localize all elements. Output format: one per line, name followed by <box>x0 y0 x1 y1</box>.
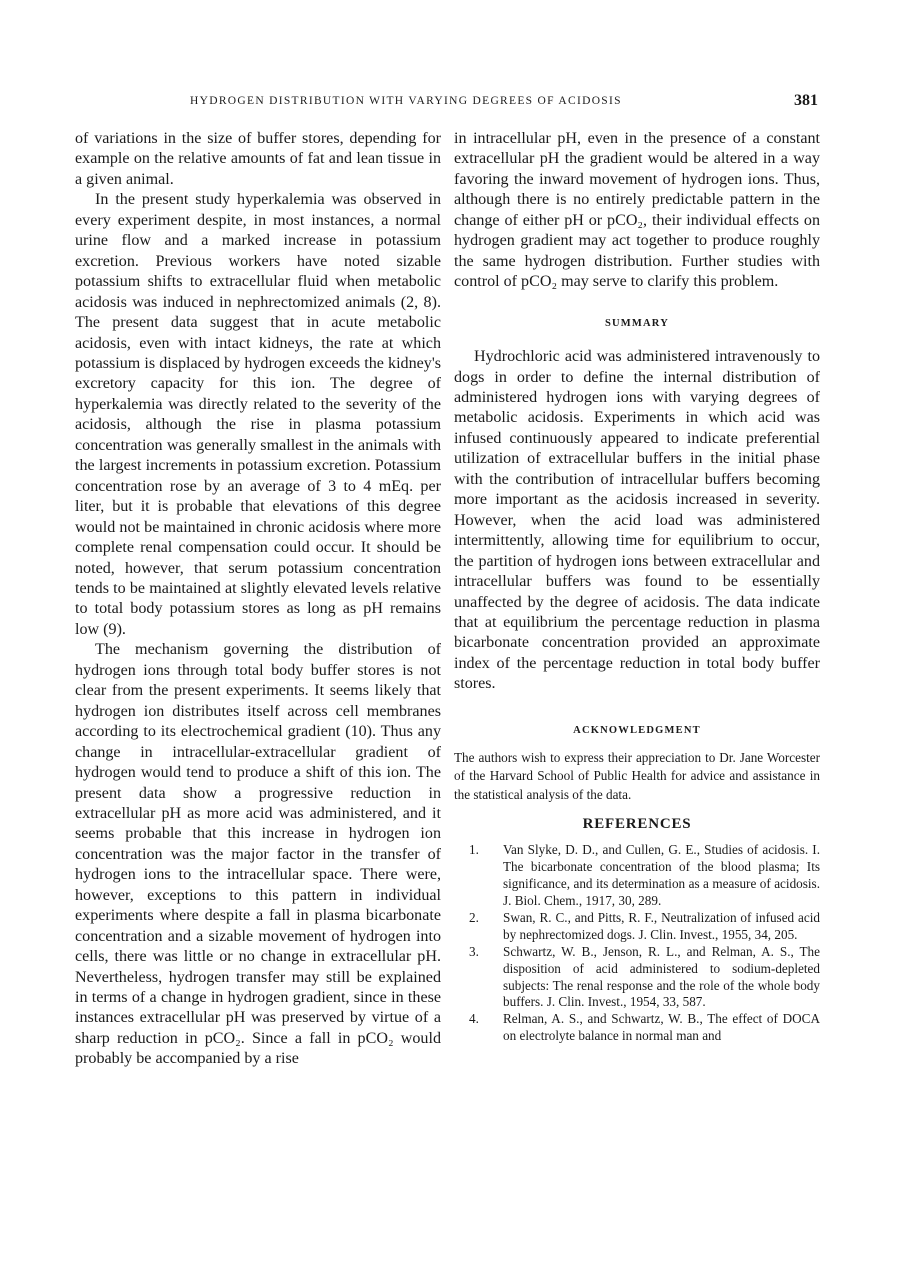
acknowledgment-heading: ACKNOWLEDGMENT <box>573 724 701 736</box>
page-number: 381 <box>794 92 818 109</box>
reference-item <box>454 910 820 944</box>
reference-number: 4. <box>469 1011 479 1027</box>
paragraph: of variations in the size of buffer stores, depending for example on the relative amounts of fat and lean tissue in a given animal. <box>75 130 441 188</box>
reference-list <box>454 842 820 1045</box>
reference-item <box>454 944 820 1012</box>
running-title: HYDROGEN DISTRIBUTION WITH VARYING DEGREES OF ACIDOSIS <box>190 95 622 107</box>
reference-text: Van Slyke, D. D., and Cullen, G. E., Studies of acidosis. I. The bicarbonate concentration of the blood plasma; Its significance, and its determination as a measure of acidosis. J. Biol. Chem., 1917, 30, 289. <box>503 842 820 909</box>
summary-paragraph: Hydrochloric acid was administered intravenously to dogs in order to define the internal distribution of administered hydrogen ions with varying degrees of metabolic acidosis. Experiments in which acid was infused continuously appeared to indicate preferential utilization of extracellular buffers in the initial phase with the contribution of intracellular buffers becoming more important as the acidosis increased in severity. However, when the acid load was administered intermittently, allowing time for equilibrium to occur, the partition of hydrogen ions between extracellular and intracellular buffers was found to be essentially unaffected by the degree of acidosis. The data indicate that at equilibrium the percentage reduction in plasma bicarbonate concentration provided an approximate index of the percentage reduction in total body buffer stores. <box>454 348 820 693</box>
references-heading: REFERENCES <box>582 815 692 832</box>
reference-number: 1. <box>469 842 479 858</box>
summary-heading: SUMMARY <box>604 317 670 329</box>
paragraph: The mechanism governing the distribution of hydrogen ions through total body buffer stores is not clear from the present experiments. It seems likely that hydrogen ion distributes itself across cell membranes according to its electrochemical gradient (10). Thus any change in intracellular-extracellular gradient of hydrogen would tend to produce a shift of this ion. The present data show a progressive reduction in extracellular pH as more acid was administered, and it seems probable that this increase in hydrogen ion concentration was the major factor in the transfer of hydrogen ions to the intracellular space. There were, however, exceptions to this pattern in individual experiments where despite a fall in plasma bicarbonate concentration and a sizable movement of hydrogen into cells, there was little or no change in extracellular pH. Nevertheless, hydrogen transfer may still be explained in terms of a change in hydrogen gradient, since in these instances extracellular pH was preserved by virtue of a sharp reduction in pCO₂. Since a fall in pCO₂ would probably be accompanied by a rise <box>75 641 441 1068</box>
acknowledgment-paragraph: The authors wish to express their appreciation to Dr. Jane Worcester of the Harvard School of Public Health for advice and assistance in the statistical analysis of the data. <box>454 750 820 802</box>
reference-number: 2. <box>469 909 479 925</box>
paragraph: In the present study hyperkalemia was observed in every experiment despite, in most instances, a normal urine flow and a marked increase in potassium excretion. Previous workers have noted sizable potassium shifts to extracellular fluid when metabolic acidosis was induced in nephrectomized animals (2, 8). The present data suggest that in acute metabolic acidosis, even with intact kidneys, the rate at which potassium is displaced by hydrogen exceeds the kidney's excretory capacity for this ion. The degree of hyperkalemia was directly related to the severity of the acidosis, although the rise in plasma potassium concentration was generally smallest in the animals with the largest increments in potassium excretion. Potassium concentration rose by an average of 3 to 4 mEq. per liter, but it is probable that elevations of this degree would not be maintained in chronic acidosis where more complete renal compensation could occur. It should be noted, however, that serum potassium concentration tends to be maintained at slightly elevated levels relative to total body potassium stores as long as pH remains low (9). <box>75 191 441 638</box>
reference-text: Schwartz, W. B., Jenson, R. L., and Relman, A. S., The disposition of acid administered to sodium-depleted subjects: The renal response and the role of the whole body buffers. J. Clin. Invest., 1954, 33, 587. <box>503 943 820 1010</box>
reference-text: Relman, A. S., and Schwartz, W. B., The effect of DOCA on electrolyte balance in normal man and <box>503 1011 820 1044</box>
paragraph: in intracellular pH, even in the presence of a constant extracellular pH the gradient would be altered in a way favoring the inward movement of hydrogen ions. Thus, although there is no entirely predictable pattern in the change of either pH or pCO₂, their individual effects on hydrogen gradient may act together to produce roughly the same hydrogen distribution. Further studies with control of pCO₂ may serve to clarify this problem. <box>454 130 820 291</box>
reference-item <box>454 842 820 910</box>
reference-item <box>454 1011 820 1045</box>
reference-text: Swan, R. C., and Pitts, R. F., Neutralization of infused acid by nephrectomized dogs. J. Clin. Invest., 1955, 34, 205. <box>503 909 820 942</box>
right-column <box>454 129 820 1045</box>
reference-number: 3. <box>469 943 479 959</box>
left-column <box>75 129 441 1070</box>
